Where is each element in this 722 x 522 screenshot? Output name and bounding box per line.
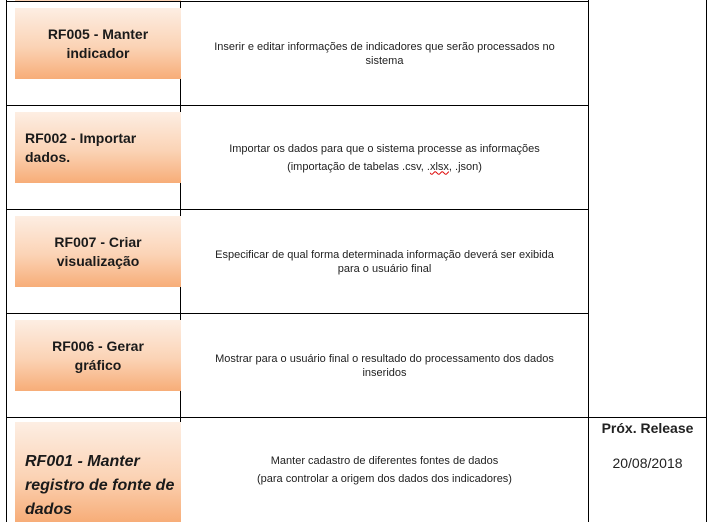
requirement-description <box>181 106 588 209</box>
requirement-code: RF002 - Importar <box>25 129 137 146</box>
requirement-code: RF006 - Gerar <box>52 337 144 354</box>
previous-requirement-box-edge <box>15 0 181 1</box>
description-line: Mostrar para o usuário final o resultado do processamento dos dados <box>215 352 554 365</box>
requirement-name: visualização <box>56 252 140 269</box>
release-cell <box>589 419 706 471</box>
requirement-code-box <box>15 320 181 391</box>
requirement-code-box <box>15 422 181 522</box>
description-line: inseridos <box>362 366 407 379</box>
release-label: Próx. Release <box>601 420 694 436</box>
requirement-name: registro de fonte de <box>25 477 175 494</box>
description-line: Especificar de qual forma determinada informação deverá ser exibida <box>215 248 554 261</box>
requirement-name: indicador <box>66 44 130 61</box>
requirement-description <box>181 418 588 522</box>
requirement-name: gráfico <box>74 356 122 373</box>
requirement-code-box <box>15 216 181 287</box>
requirement-name: dados. <box>25 148 71 165</box>
description-line: Inserir e editar informações de indicadores que serão processados no <box>214 40 555 53</box>
table-border-right <box>706 0 707 522</box>
requirement-description <box>181 210 588 313</box>
requirement-code-box <box>15 8 181 79</box>
requirement-code: RF001 - Manter <box>25 453 140 470</box>
description-line: (para controlar a origem dos dados dos indicadores) <box>257 473 512 485</box>
description-line: Manter cadastro de diferentes fontes de dados <box>270 455 499 467</box>
requirement-code: RF007 - Criar <box>54 233 142 250</box>
description-line: Importar os dados para que o sistema processe as informações <box>229 142 540 155</box>
requirement-code: RF005 - Manter <box>47 25 149 42</box>
description-line: para o usuário final <box>337 262 432 275</box>
description-line: sistema <box>365 54 404 67</box>
requirement-name: dados <box>25 501 73 518</box>
spellcheck-word: xlsx <box>429 160 449 173</box>
requirement-code-box <box>15 112 181 183</box>
requirement-description <box>181 314 588 417</box>
table-border-left <box>6 0 7 522</box>
requirement-description <box>181 2 588 105</box>
description-line: (importação de tabelas .csv, .xlsx, .json) <box>287 160 482 173</box>
release-date: 20/08/2018 <box>612 455 683 471</box>
